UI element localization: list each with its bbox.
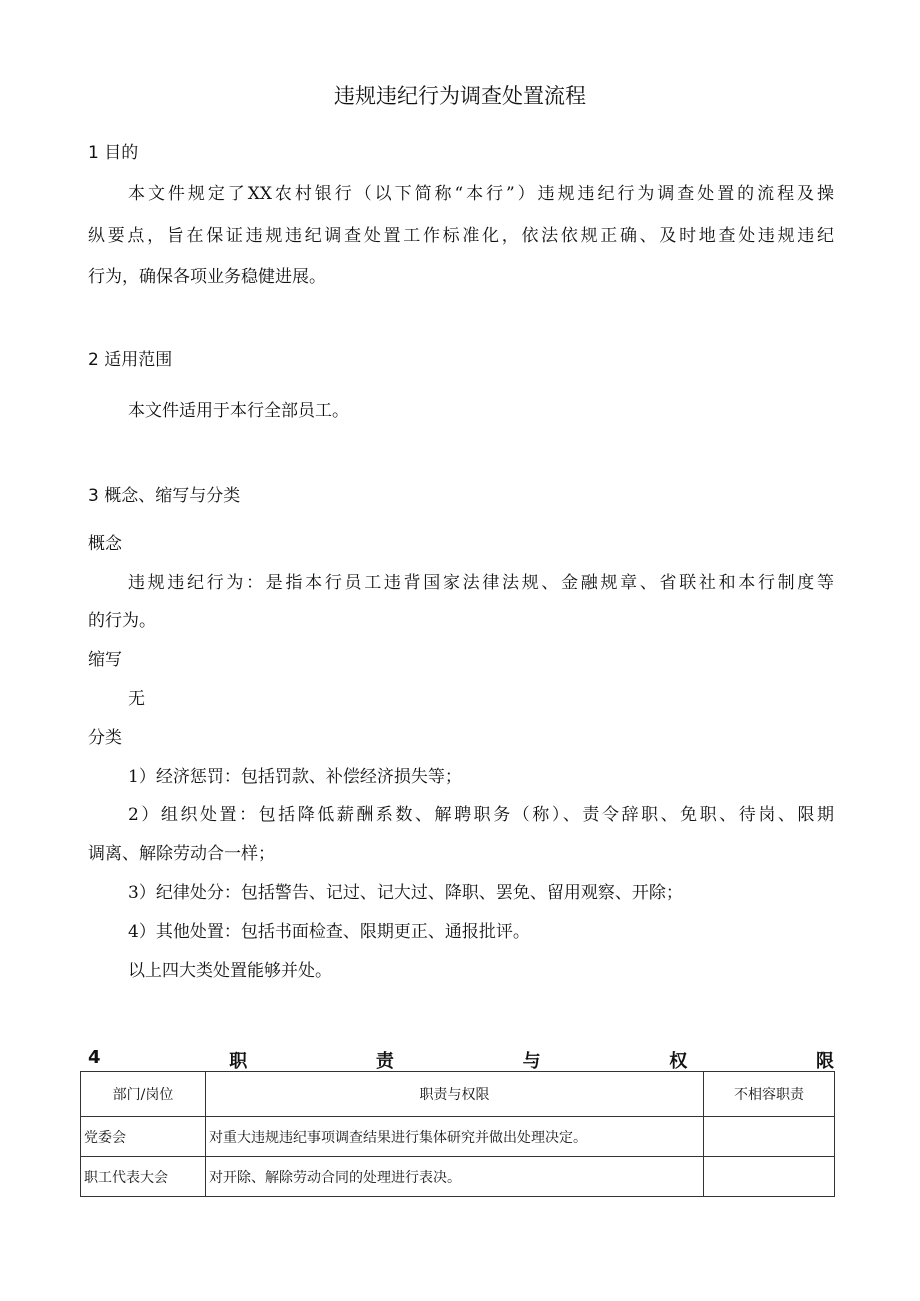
table-cell-incompatible [704,1117,835,1157]
table-header-duties: 职责与权限 [206,1072,704,1117]
section-2-heading: 2 适用范围 [88,350,173,370]
section-3-heading: 3 概念、缩写与分类 [88,486,241,506]
classification-summary: 以上四大类处置能够并处。 [128,961,332,981]
section-1-para-line-3: 行为，确保各项业务稳健进展。 [88,267,326,287]
section-4-heading-part: 与 [522,1051,541,1072]
concept-line-1: 违规违纪行为：是指本行员工违背国家法律法规、金融规章、省联社和本行制度等 [128,573,834,593]
classification-item-2-line-2: 调离、解除劳动合一样； [88,844,275,864]
concept-label: 概念 [88,534,122,554]
table-cell-duties: 对开除、解除劳动合同的处理进行表决。 [206,1157,704,1197]
section-1-heading: 1 目的 [88,143,139,163]
classification-item-3: 3）纪律处分：包括警告、记过、记大过、降职、罢免、留用观察、开除； [128,883,683,903]
section-4-heading-part: 权 [669,1051,688,1072]
abbreviation-label: 缩写 [88,650,122,670]
table-row [81,1117,835,1157]
classification-item-2-line-1: 2）组织处置：包括降低薪酬系数、解聘职务（称）、责令辞职、免职、待岗、限期 [128,805,834,825]
section-1-para-line-2: 纵要点，旨在保证违规违纪调查处置工作标准化，依法依规正确、及时地查处违规违纪 [88,226,834,246]
document-title: 违规违纪行为调查处置流程 [334,84,586,108]
section-4-heading-part: 责 [375,1051,394,1072]
section-4-heading-part: 职 [229,1051,248,1072]
table-cell-department: 党委会 [81,1117,206,1157]
table-header-row [81,1072,835,1117]
section-1-para-line-1: 本文件规定了XX农村银行（以下简称“本行”）违规违纪行为调查处置的流程及操 [128,184,834,204]
classification-item-4: 4）其他处置：包括书面检查、限期更正、通报批评。 [128,922,530,942]
abbreviation-value: 无 [128,689,145,709]
table-cell-department: 职工代表大会 [81,1157,206,1197]
table-cell-duties: 对重大违规违纪事项调查结果进行集体研究并做出处理决定。 [206,1117,704,1157]
section-4-heading-part: 限 [815,1051,834,1072]
classification-label: 分类 [88,728,122,748]
responsibility-table [80,1071,835,1197]
section-4-heading-part: 4 [88,1047,101,1068]
table-cell-incompatible [704,1157,835,1197]
table-row [81,1157,835,1197]
concept-line-2: 的行为。 [88,611,156,631]
section-2-para: 本文件适用于本行全部员工。 [128,401,349,421]
table-header-incompatible: 不相容职责 [704,1072,835,1117]
section-4-heading [88,1047,834,1073]
classification-item-1: 1）经济惩罚：包括罚款、补偿经济损失等； [128,767,462,787]
table-header-department: 部门/岗位 [81,1072,206,1117]
